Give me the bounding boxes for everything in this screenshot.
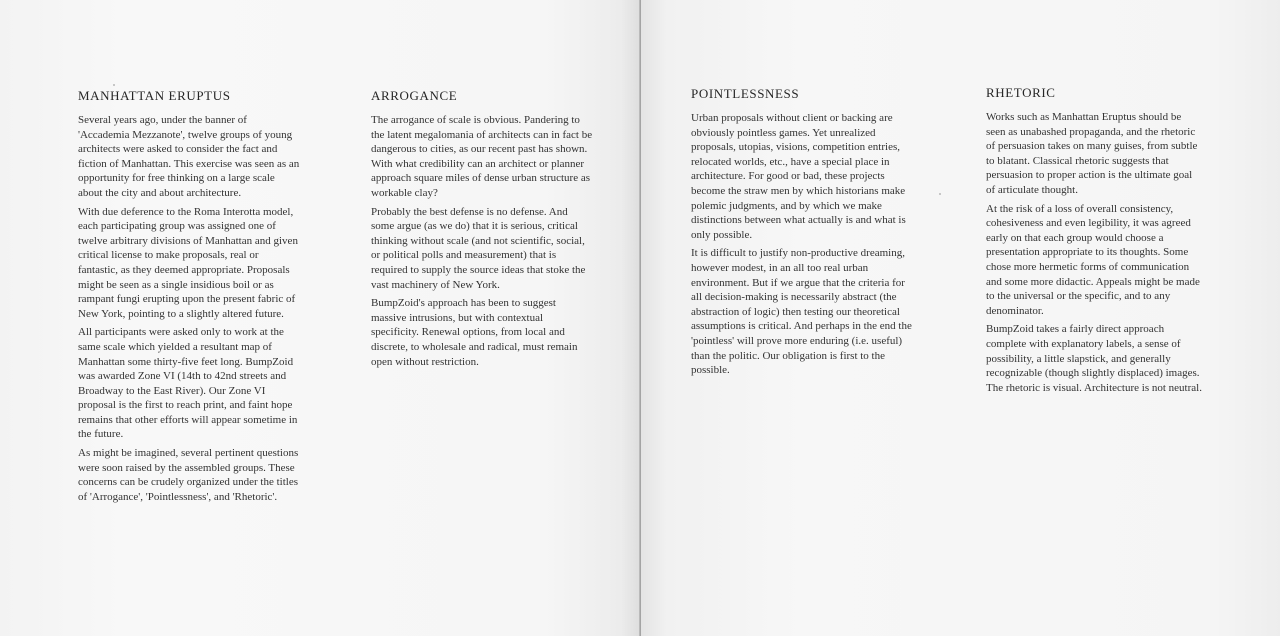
body-paragraph: BumpZoid's approach has been to suggest massive intrusions, but with contextual specificity. Renewal options, from local and discrete, to wholesale and radical, must remain open without restriction. xyxy=(371,297,578,368)
body-paragraph: Several years ago, under the banner of 'Accademia Mezzanote', twelve groups of young architects were asked to consider the fact and fiction of Manhattan. This exercise was seen as an opportunity for free thinking on a large scale about the city and about architecture. xyxy=(78,114,300,199)
body-paragraph: With due deference to the Roma Interotta model, each participating group was assigned one of twelve arbitrary divisions of Manhattan and given critical license to make proposals, real or fantastic, as they deemed appropriate. Proposals might be seen as a single insidious boil or as rampant fungi erupting upon the present fabric of New York, pointing to a slightly altered future. xyxy=(78,205,298,320)
section-heading: MANHATTAN ERUPTUS xyxy=(78,88,231,103)
right-page xyxy=(641,0,1280,636)
section-pointlessness xyxy=(691,86,913,382)
body-paragraph: All participants were asked only to work at the same scale which yielded a resultant map of Manhattan some thirty-five feet long. BumpZoid was awarded Zone VI (14th to 42nd streets and Broadway to the East River). Our Zone VI proposal is the first to reach print, and faint hope remains that other efforts will appear sometime in the future. xyxy=(78,326,298,441)
body-paragraph: As might be imagined, several pertinent questions were soon raised by the assembled groups. These concerns can be crudely organized under the titles of 'Arrogance', 'Pointlessness', and 'Rhetoric'. xyxy=(78,447,299,503)
section-manhattan-eruptus xyxy=(78,88,300,508)
body-paragraph: Urban proposals without client or backing are obviously pointless games. Yet unrealized proposals, utopias, visions, competition entries, relocated worlds, etc., have a special place in architecture. For good or bad, these projects become the straw men by which historians make polemic judgments, and by which we make distinctions between what actually is and what is only possible. xyxy=(691,112,906,241)
body-paragraph: Works such as Manhattan Eruptus should be seen as unabashed propaganda, and the rhetoric of persuasion takes on many guises, from subtle to blatant. Classical rhetoric suggests that persuasion to proper action is the ultimate goal of articulate thought. xyxy=(986,111,1198,196)
paper-speck xyxy=(113,84,115,86)
body-paragraph: The arrogance of scale is obvious. Pandering to the latent megalomania of architects can in fact be dangerous to cities, as our recent past has shown. With what credibility can an architect or planner approach square miles of dense urban structure as workable clay? xyxy=(371,114,593,199)
body-paragraph: It is difficult to justify non-productive dreaming, however modest, in an all too real urban environment. But if we argue that the criteria for all decision-making is necessarily abstract (the abstraction of logic) then testing our theoretical assumptions is critical. And perhaps in the end the 'pointless' will prove more enduring (i.e. useful) than the politic. Our obligation is first to the possible. xyxy=(691,247,912,377)
body-paragraph: Probably the best defense is no defense. And some argue (as we do) that it is serious, critical thinking without scale (and not scientific, social, or political polls and measurement) that is required to supply the source ideas that stoke the vast machinery of New York. xyxy=(371,205,586,291)
section-heading: RHETORIC xyxy=(986,85,1056,100)
section-heading: ARROGANCE xyxy=(371,88,458,103)
section-rhetoric xyxy=(986,85,1202,399)
body-paragraph: BumpZoid takes a fairly direct approach complete with explanatory labels, a sense of possibility, a little slapstick, and generally recognizable (though slightly displaced) images. The rhetoric is visual. Architecture is not neutral. xyxy=(986,323,1202,394)
section-arrogance xyxy=(371,88,593,373)
paper-speck xyxy=(939,193,941,195)
section-heading: POINTLESSNESS xyxy=(691,86,800,101)
body-paragraph: At the risk of a loss of overall consistency, cohesiveness and even legibility, it was agreed early on that each group would choose a presentation appropriate to its thoughts. Some chose more hermetic forms of communication and some more didactic. Appeals might be made to the universal or the specific, and to any denominator. xyxy=(986,202,1200,317)
